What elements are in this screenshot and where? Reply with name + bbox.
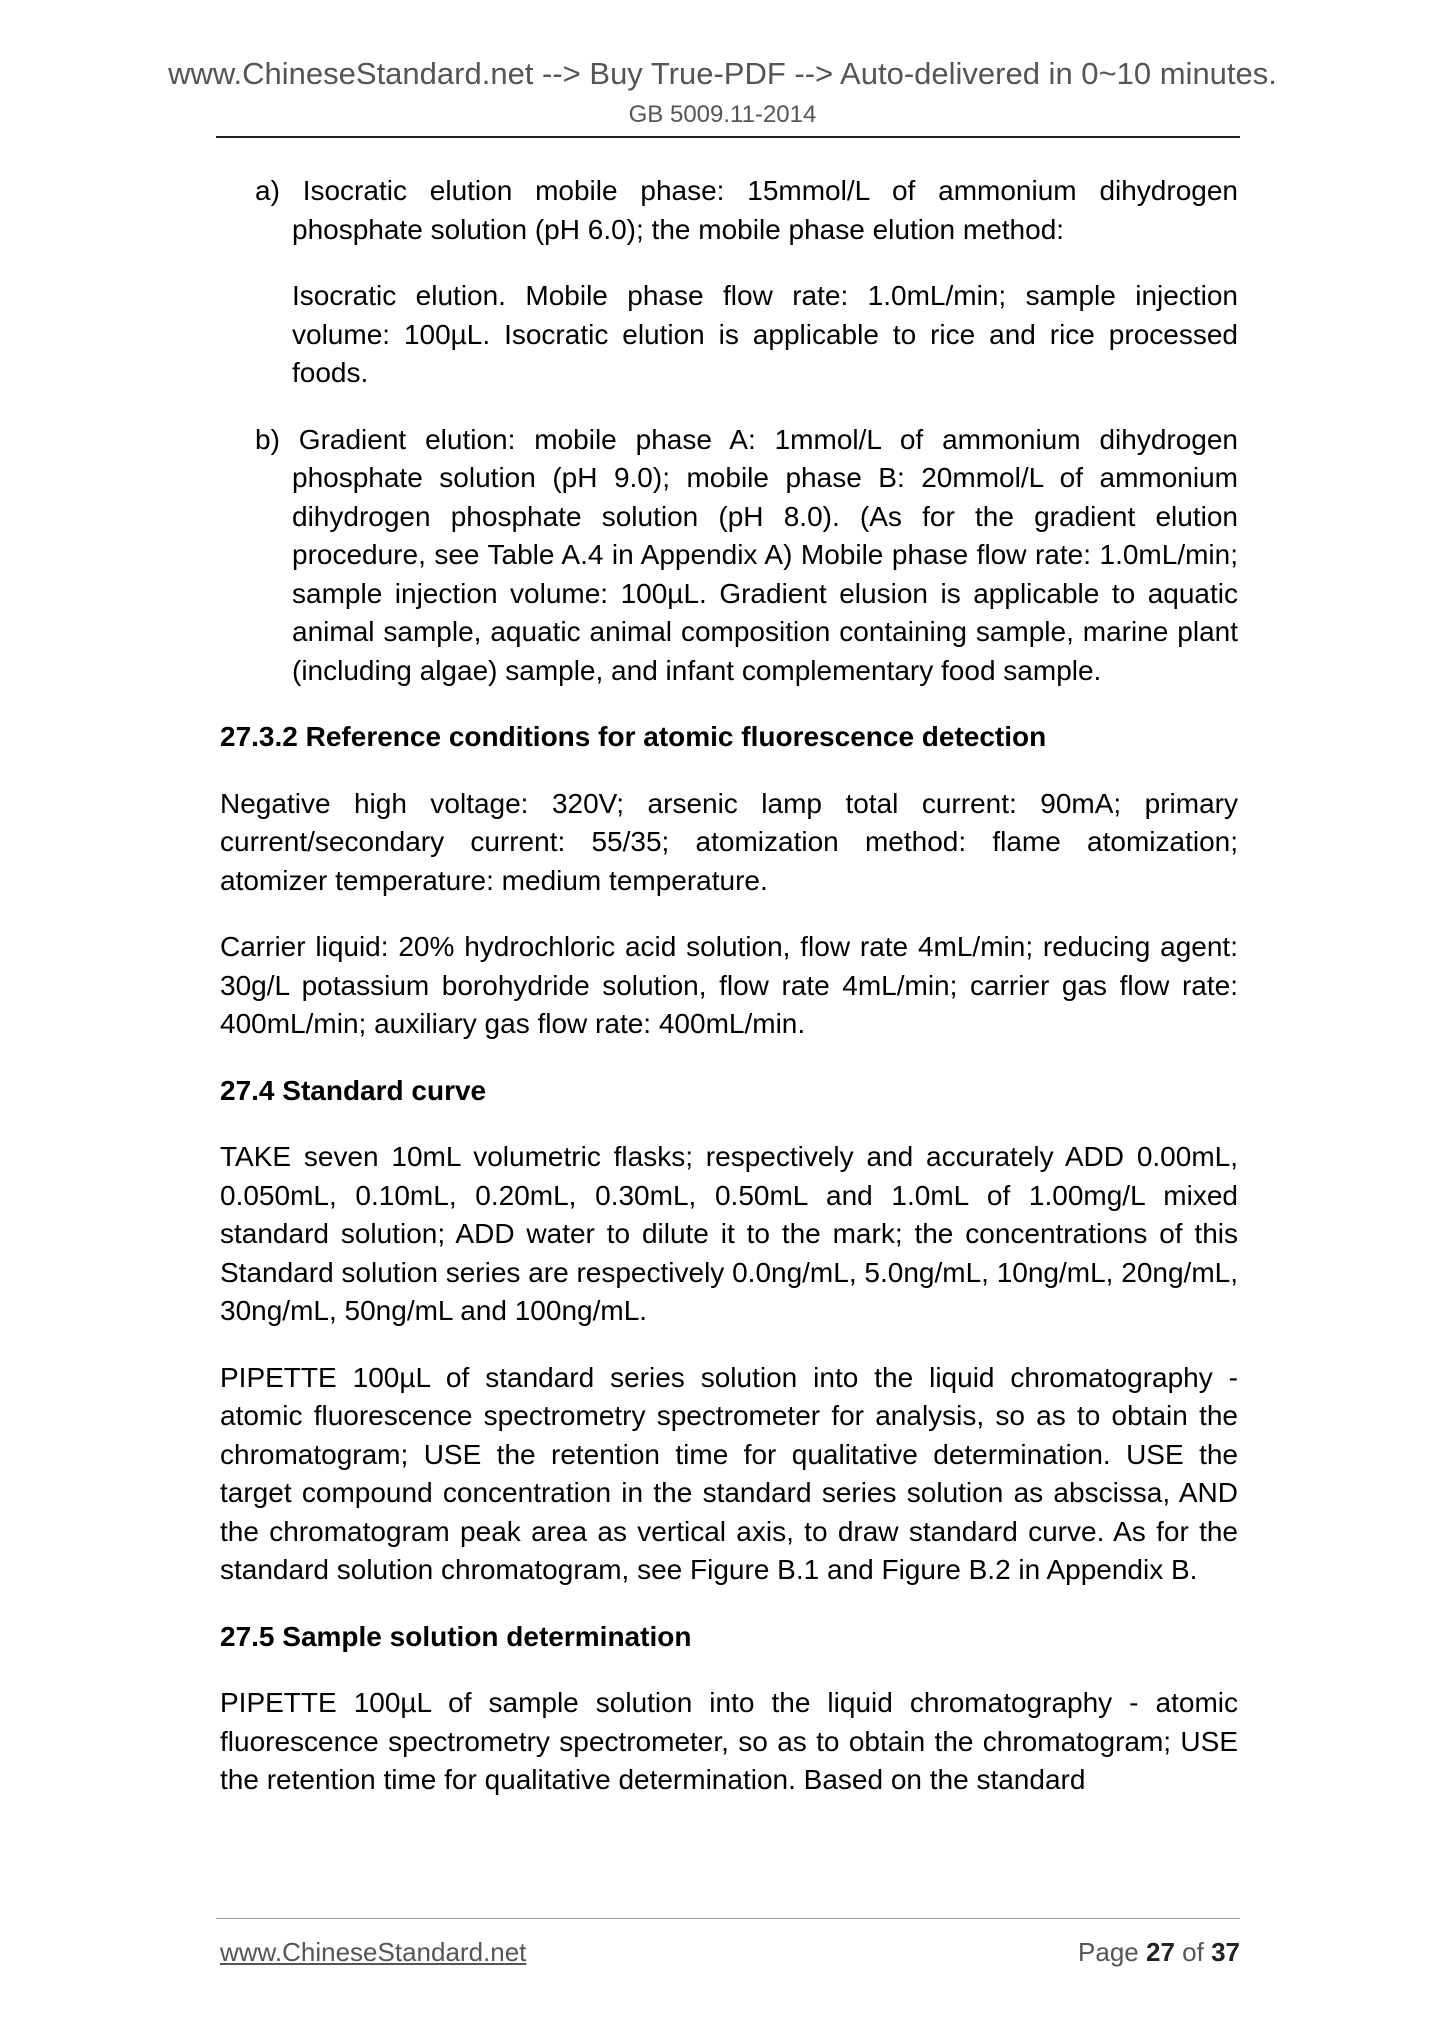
paragraph: TAKE seven 10mL volumetric flasks; respectively and accurately ADD 0.00mL, 0.050mL, 0.10mL, 0.20mL, 0.30mL, 0.50mL and 1.0mL of 1.00mg/L mixed standard solution; ADD water to dilute it to the mark; the concentrations of this Standard solution series are respectively 0.0ng/mL, 5.0ng/mL, 10ng/mL, 20ng/mL, 30ng/mL, 50ng/mL and 100ng/mL. (220, 1141, 1238, 1326)
footer-divider (216, 1918, 1240, 1919)
list-item-a: a) Isocratic elution mobile phase: 15mmol/L of ammonium dihydrogen phosphate solution (pH 6.0); the mobile phase elution method: (255, 175, 1238, 245)
paragraph: PIPETTE 100µL of sample solution into the liquid chromatography - atomic fluorescence spectrometry spectrometer, so as to obtain the chromatogram; USE the retention time for qualitative determination. Based on the standard (220, 1687, 1238, 1795)
header-banner: www.ChineseStandard.net --> Buy True-PDF --> Auto-delivered in 0~10 minutes. (168, 56, 1277, 91)
section-heading-27-4: 27.4 Standard curve (220, 1074, 487, 1106)
paragraph: PIPETTE 100µL of standard series solution into the liquid chromatography - atomic fluorescence spectrometry spectrometer for analysis, so as to obtain the chromatogram; USE the retention time for qualitative determination. USE the target compound concentration in the standard series solution as abscissa, AND the chromatogram peak area as vertical axis, to draw standard curve. As for the standard solution chromatogram, see Figure B.1 and Figure B.2 in Appendix B. (220, 1361, 1238, 1585)
section-heading-27-5: 27.5 Sample solution determination (220, 1620, 692, 1652)
page-total: 37 (1211, 1937, 1240, 1967)
document-body (220, 172, 1238, 1828)
list-item-b: b) Gradient elution: mobile phase A: 1mmol/L of ammonium dihydrogen phosphate solution (pH 9.0); mobile phase B: 20mmol/L of ammonium dihydrogen phosphate solution (pH 8.0). (As for the gradient elution procedure, see Table A.4 in Appendix A) Mobile phase flow rate: 1.0mL/min; sample injection volume: 100µL. Gradient elusion is applicable to aquatic animal sample, aquatic animal composition containing sample, marine plant (including algae) sample, and infant complementary food sample. (255, 423, 1238, 686)
document-id: GB 5009.11-2014 (628, 101, 817, 128)
footer-website-link[interactable]: www.ChineseStandard.net (220, 1937, 527, 1967)
page-number (1078, 1937, 1240, 1968)
list-item-a-detail: Isocratic elution. Mobile phase flow rate: 1.0mL/min; sample injection volume: 100µL. Isocratic elution is applicable to rice and rice processed foods. (292, 280, 1238, 388)
header-divider (216, 136, 1240, 138)
paragraph: Negative high voltage: 320V; arsenic lamp total current: 90mA; primary current/secondary current: 55/35; atomization method: flame atomization; atomizer temperature: medium temperature. (220, 787, 1238, 896)
paragraph: Carrier liquid: 20% hydrochloric acid solution, flow rate 4mL/min; reducing agent: 30g/L potassium borohydride solution, flow rate 4mL/min; carrier gas flow rate: 400mL/min; auxiliary gas flow rate: 400mL/min. (220, 931, 1238, 1039)
page-prefix: Page (1078, 1937, 1139, 1967)
page-of: of (1182, 1937, 1204, 1967)
page-current: 27 (1146, 1937, 1175, 1967)
section-heading-27-3-2: 27.3.2 Reference conditions for atomic fluorescence detection (220, 721, 1047, 752)
